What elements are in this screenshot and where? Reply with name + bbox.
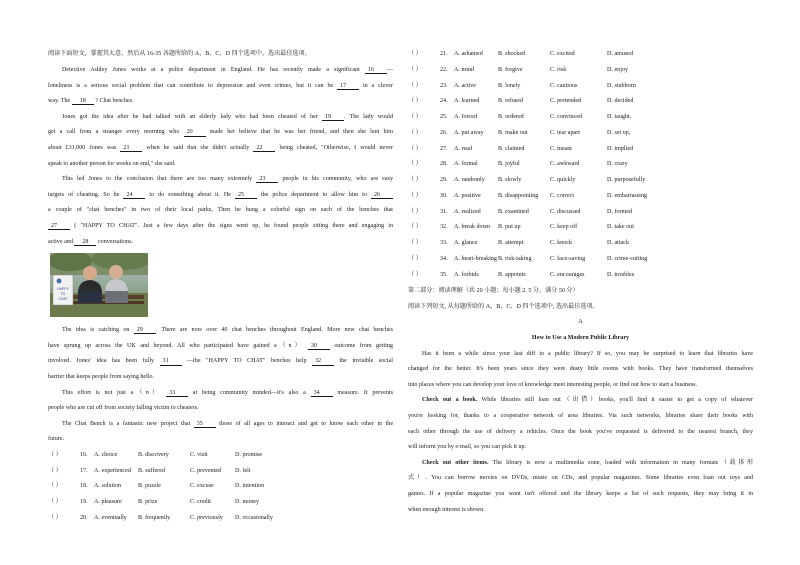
paragraph-line: This led Jones to the conclusion that there are too many extremely 23 people in his community, who are easy [62, 176, 393, 183]
passage-line: games. If a popular magazine you want isn't offered and the library keeps a list of such requests, they may bring it in [408, 490, 753, 497]
option-d[interactable]: D. attack [607, 240, 629, 246]
option-c[interactable]: C. meant [550, 145, 573, 152]
question-number: 31. [440, 208, 448, 215]
blank-18[interactable]: 18 [72, 98, 94, 105]
option-b[interactable]: B. joyful [498, 161, 520, 168]
option-c[interactable]: C. discussed [550, 208, 581, 215]
answer-bracket[interactable]: （ ） [408, 82, 422, 89]
option-a[interactable]: A. solution [94, 483, 122, 490]
paragraph-line: targets of cheating. So he 24 to do something about it. He 25 the police department to allow him to 26 [48, 188, 393, 204]
option-d[interactable]: D. crime-cutting [607, 255, 648, 262]
option-d[interactable]: D. purposefully [607, 177, 646, 183]
paragraph-line: This effort is not just a（n） 33 at being community minded—it's also a 34 measure. It prevents [62, 389, 393, 396]
passage-title: How to Use a Modern Public Library [531, 335, 630, 342]
answer-bracket[interactable]: （ ） [408, 255, 422, 262]
question-row [408, 173, 753, 189]
option-b[interactable]: B. disappointing [498, 192, 539, 199]
paragraph-line: barrier that keeps people from saying hello. [48, 374, 155, 380]
option-d[interactable]: D. decided [607, 98, 634, 105]
answer-bracket[interactable]: （ ） [48, 483, 62, 490]
paragraph-line: about £31,000 Jones was 21 when he said that she didn't actually 22 being cheated, "Otherwise, I would never [48, 145, 393, 152]
option-c[interactable]: C. face-saving [550, 255, 586, 262]
blank-21[interactable]: 21 [120, 145, 142, 152]
section-2-title: 第二部分：阅读理解（共 20 小题；每小题 2. 5 分，满分 50 分） [408, 288, 579, 295]
paragraph-line: 27 ( "HAPPY TO CHAT". Just a few days after the signs went up, he found people sitting there and engaging in [48, 219, 393, 235]
option-c[interactable]: C. encourages [550, 271, 585, 278]
passage-line: you're looking for, thanks to a cooperative network of area libraries. Via such networks, libraries share their books with [408, 413, 753, 419]
answer-bracket[interactable]: （ ） [408, 208, 422, 215]
option-a[interactable]: A. glance [454, 240, 478, 246]
option-a[interactable]: A. mind [454, 66, 474, 73]
answer-bracket[interactable]: （ ） [408, 192, 422, 199]
question-row [408, 47, 753, 63]
question-row [408, 157, 753, 173]
question-number: 35. [440, 271, 448, 278]
passage-line: 式）. You can borrow movies on DVDs, music on CDs, and popular magazines. Some libraries even loan out toys and [408, 475, 753, 482]
option-b[interactable]: B. discovery [138, 451, 169, 458]
paragraph-line: speak to another person for weeks on end," she said. [48, 160, 176, 167]
blank-28[interactable]: 28 [74, 239, 96, 246]
option-c[interactable]: C. pretended [550, 98, 582, 105]
option-b[interactable]: B. lonely [498, 82, 521, 89]
blank-33[interactable]: 33 [166, 390, 188, 397]
question-number: 27. [440, 145, 448, 152]
blank-19[interactable]: 19 [322, 114, 344, 121]
left-column [48, 47, 393, 527]
passage-line: when enough interest is shown. [408, 506, 485, 513]
question-row: （ ） 17. A. experienced B. suffered C. prevented D. felt [48, 464, 393, 480]
paragraph-line: future. [48, 436, 65, 443]
option-b[interactable]: B. suffered [138, 467, 165, 474]
question-row: （ ） 19. A. pleasure B. prize C. credit D. money [48, 495, 393, 511]
option-b[interactable]: B. puzzle [138, 483, 162, 490]
section-2-instruction: 阅读下列短文, 从每题所给的 A、B、C、D 四个选项中, 选出最佳选项。 [408, 303, 599, 310]
question-number: 33. [440, 240, 448, 246]
option-d[interactable]: D. embarrassing [607, 192, 647, 199]
blank-29[interactable]: 29 [134, 327, 156, 334]
option-d[interactable]: D. amused [607, 51, 634, 57]
option-a[interactable]: A. read [454, 145, 472, 152]
question-number: 24. [440, 98, 448, 105]
option-a[interactable]: A. realized [454, 208, 481, 215]
blank-16[interactable]: 16 [365, 67, 387, 74]
option-d[interactable]: D. take out [607, 224, 634, 231]
passage-line: Check out a book. While libraries still loan out（出借）books, you'll find it easier to get a copy of whatever [422, 397, 753, 404]
paragraph-line: involved. Jones' idea has been fully 31 —the "HAPPY TO CHAT" benches help 32 the invisible social [48, 358, 393, 365]
option-a[interactable]: A. forbids [454, 271, 479, 278]
question-row [408, 126, 753, 142]
option-c[interactable]: C. cautious [550, 82, 578, 89]
answer-bracket[interactable]: （ ） [408, 51, 422, 57]
options-list [48, 448, 393, 527]
option-d[interactable]: D. intention [235, 483, 265, 490]
option-c[interactable]: C. risk [550, 66, 567, 73]
option-d[interactable]: D. set up, [607, 129, 631, 136]
paragraph-line: loneliness is a serious social problem that can contribute to depression and even crimes, but it can be 17 in a clever [48, 82, 393, 89]
option-b[interactable]: B. refused [498, 98, 524, 105]
photo-illustration [50, 253, 148, 317]
option-c[interactable]: C. quickly [550, 177, 576, 183]
option-a[interactable]: A. choice [94, 451, 118, 458]
right-column [408, 47, 753, 518]
answer-bracket[interactable]: （ ） [48, 499, 62, 506]
answer-bracket[interactable]: （ ） [408, 161, 422, 168]
option-a[interactable]: A. formal [454, 161, 478, 168]
option-d[interactable]: D. stubborn [607, 82, 636, 89]
blank-26[interactable]: 26 [371, 192, 393, 199]
option-d[interactable]: D. money [235, 499, 260, 506]
paragraph-line: Detective Ashley Jones works at a police department in England. He has recently made a significant 16 — [62, 67, 393, 74]
paragraph-line: The idea is catching on 29 . There are now over 40 chat benches throughout England. More new chat benches [62, 327, 393, 334]
question-number: 30. [440, 192, 448, 199]
blank-31[interactable]: 31 [160, 358, 182, 365]
option-d[interactable]: D. crazy [607, 161, 628, 168]
question-row [408, 110, 753, 126]
option-c[interactable]: C. knock [550, 240, 573, 246]
question-row: （ ） 20. A. eventually B. frequently C. previously D. occasionally [48, 511, 393, 527]
question-row [408, 94, 753, 110]
answer-bracket[interactable]: （ ） [408, 240, 422, 246]
options-list [408, 47, 753, 283]
blank-20[interactable]: 20 [184, 129, 206, 136]
option-b[interactable]: B. appoints [498, 271, 526, 278]
blank-17[interactable]: 17 [337, 83, 359, 90]
blank-25[interactable]: 25 [235, 192, 257, 199]
option-d[interactable]: D. occasionally [235, 514, 273, 521]
option-d[interactable]: D. implied [607, 145, 634, 152]
question-number: 22. [440, 66, 448, 73]
passage-line: changed for the better. It's been years since they were dusty little rooms with books. They have transformed themselves [408, 366, 753, 373]
option-c[interactable]: C. convinced [550, 114, 583, 120]
answer-bracket[interactable]: （ ） [408, 98, 422, 105]
question-row [408, 236, 753, 252]
cloze-instruction: 阅读下面短文，掌握其大意，然后从 16-35 各题所给的 A、B、C、D 四个选项中，选出最佳选项。 [48, 51, 311, 57]
answer-bracket[interactable]: （ ） [48, 451, 62, 458]
blank-34[interactable]: 34 [311, 390, 333, 397]
question-row: （ ） 18. A. solution B. puzzle C. excuse D. intention [48, 479, 393, 495]
option-b[interactable]: B. make out [498, 129, 528, 136]
blank-30[interactable]: 30 [308, 343, 330, 350]
option-b[interactable]: B. prize [138, 499, 158, 506]
option-d[interactable]: D. taught. [607, 114, 632, 120]
option-a[interactable]: A. active [454, 82, 476, 89]
option-a[interactable]: A. ashamed [454, 51, 483, 57]
check-book-heading: Check out a book. [422, 397, 478, 404]
question-row: （ ） 16. A. choice B. discovery C. visit D. promise [48, 448, 393, 464]
blank-22[interactable]: 22 [253, 145, 275, 152]
paragraph-line: have sprung up across the UK and beyond. All who participated have gained a（n） 30 outcome from getting [48, 342, 393, 349]
answer-bracket[interactable]: （ ） [408, 114, 422, 120]
option-b[interactable]: B. examined [498, 208, 529, 215]
option-b[interactable]: B. attempt [498, 240, 524, 246]
option-d[interactable]: D. promise [235, 451, 263, 458]
option-c[interactable]: C. previously [190, 514, 223, 521]
answer-bracket[interactable]: （ ） [408, 145, 422, 152]
check-items-heading: Check out other items. [422, 459, 489, 466]
answer-bracket[interactable]: （ ） [48, 514, 62, 521]
blank-23[interactable]: 23 [256, 176, 278, 183]
answer-bracket[interactable]: （ ） [408, 224, 422, 231]
paragraph-line: The Chat Bench is a fantastic new project that 35 those of all ages to interact and get to know each other in the [62, 420, 393, 427]
paragraph-line: Jones got the idea after he had talked with an elderly lady who had been cheated of her 19 . The lady would [62, 113, 393, 120]
chat-bench-photo [50, 253, 148, 317]
option-b[interactable]: B. forgive [498, 66, 523, 73]
question-row [408, 63, 753, 79]
option-a[interactable]: A. learned [454, 98, 480, 105]
answer-bracket[interactable]: （ ） [408, 177, 422, 183]
passage-letter: A [578, 319, 583, 326]
passage-line: Has it been a while since your last diff to a public library? If so, you may be surprised to learn that libraries have [422, 350, 753, 357]
passage-line: will inform you by e-mail, so you can pick it up. [408, 444, 527, 451]
sign-text-line: HAPPY [57, 287, 69, 292]
option-c[interactable]: C. prevented [190, 467, 222, 474]
option-c[interactable]: C. credit [190, 499, 211, 506]
answer-bracket[interactable]: （ ） [408, 271, 422, 278]
question-number: 32. [440, 224, 448, 231]
option-c[interactable]: C. excited [550, 51, 575, 57]
answer-bracket[interactable]: （ ） [408, 129, 422, 136]
answer-bracket[interactable]: （ ） [408, 66, 422, 73]
option-a[interactable]: A. heart-breaking [454, 255, 497, 262]
option-b[interactable]: B. risk-taking [498, 255, 532, 262]
blank-35[interactable]: 35 [194, 421, 216, 428]
question-row [408, 189, 753, 205]
question-row [408, 252, 753, 268]
question-row [408, 205, 753, 221]
option-b[interactable]: B. shocked [498, 51, 526, 57]
option-c[interactable]: C. excuse [190, 483, 214, 490]
question-number: 28. [440, 161, 448, 168]
option-d[interactable]: D. enjoy [607, 66, 628, 73]
passage-line: into places where you can develop your love of knowledge meet interesting people, or find out how to start a business. [408, 381, 698, 388]
question-number: 21. [440, 51, 448, 57]
question-row [408, 268, 753, 284]
paragraph-line: active and 28 conversations. [48, 238, 133, 245]
option-d[interactable]: D. formed [607, 208, 633, 215]
option-a[interactable]: A. experienced [94, 467, 131, 474]
option-a[interactable]: A. break down [454, 224, 491, 231]
question-number: 23. [440, 82, 448, 89]
question-number: 25. [440, 114, 448, 120]
option-a[interactable]: A. pleasure [94, 499, 122, 506]
sign-text-line: CHAT [58, 297, 68, 302]
question-number: 34. [440, 255, 448, 262]
blank-27[interactable]: 27 [48, 223, 70, 230]
option-a[interactable]: A. put away [454, 129, 484, 136]
passage-line: each other through the use of delivery a rehicles. Once the book you've requested is delivered to the nearest branch, they [408, 428, 753, 435]
option-c[interactable]: C. keep off [550, 224, 578, 231]
option-d[interactable]: D. troubles [607, 271, 635, 278]
option-a[interactable]: A. forced [454, 114, 478, 120]
option-c[interactable]: C. tear apart [550, 129, 580, 136]
question-row [408, 79, 753, 95]
blank-24[interactable]: 24 [123, 192, 145, 199]
option-c[interactable]: C. visit [190, 451, 208, 458]
option-b[interactable]: B. put up [498, 224, 521, 231]
option-c[interactable]: C. awkward [550, 161, 580, 168]
paragraph-line: get a call from a stranger every morning who 20 made her believe that he was her friend, and then she lent him [48, 129, 393, 136]
paragraph-line: a couple of "chat benches" in two of their local parks, Then he hung a colorful sign on each of the benches that [48, 207, 393, 214]
answer-bracket[interactable]: （ ） [48, 467, 62, 474]
option-a[interactable]: A. positive [454, 192, 481, 199]
question-row [408, 220, 753, 236]
option-a[interactable]: A. eventually [94, 514, 127, 521]
option-b[interactable]: B. ordered [498, 114, 524, 120]
paragraph-line: way. The 18 ? Chat benches. [48, 98, 134, 105]
passage-line: Check out other items. The library is now a multimedia zone, loaded with information in many formats（载体形 [422, 459, 753, 466]
sign-text-line: TO [60, 292, 66, 297]
option-b[interactable]: B. slowly [498, 177, 522, 183]
option-a[interactable]: A. randomly [454, 177, 485, 183]
blank-32[interactable]: 32 [312, 358, 334, 365]
option-b[interactable]: B. claimed [498, 145, 525, 152]
option-c[interactable]: C. correct [550, 192, 575, 199]
question-number: 26. [440, 129, 448, 136]
option-d[interactable]: D. felt [235, 467, 251, 474]
option-b[interactable]: B. frequently [138, 514, 171, 521]
paragraph-line: people who are cut off from society falling victim to cheaters. [48, 405, 199, 412]
question-row [408, 142, 753, 158]
question-number: 29. [440, 177, 448, 183]
